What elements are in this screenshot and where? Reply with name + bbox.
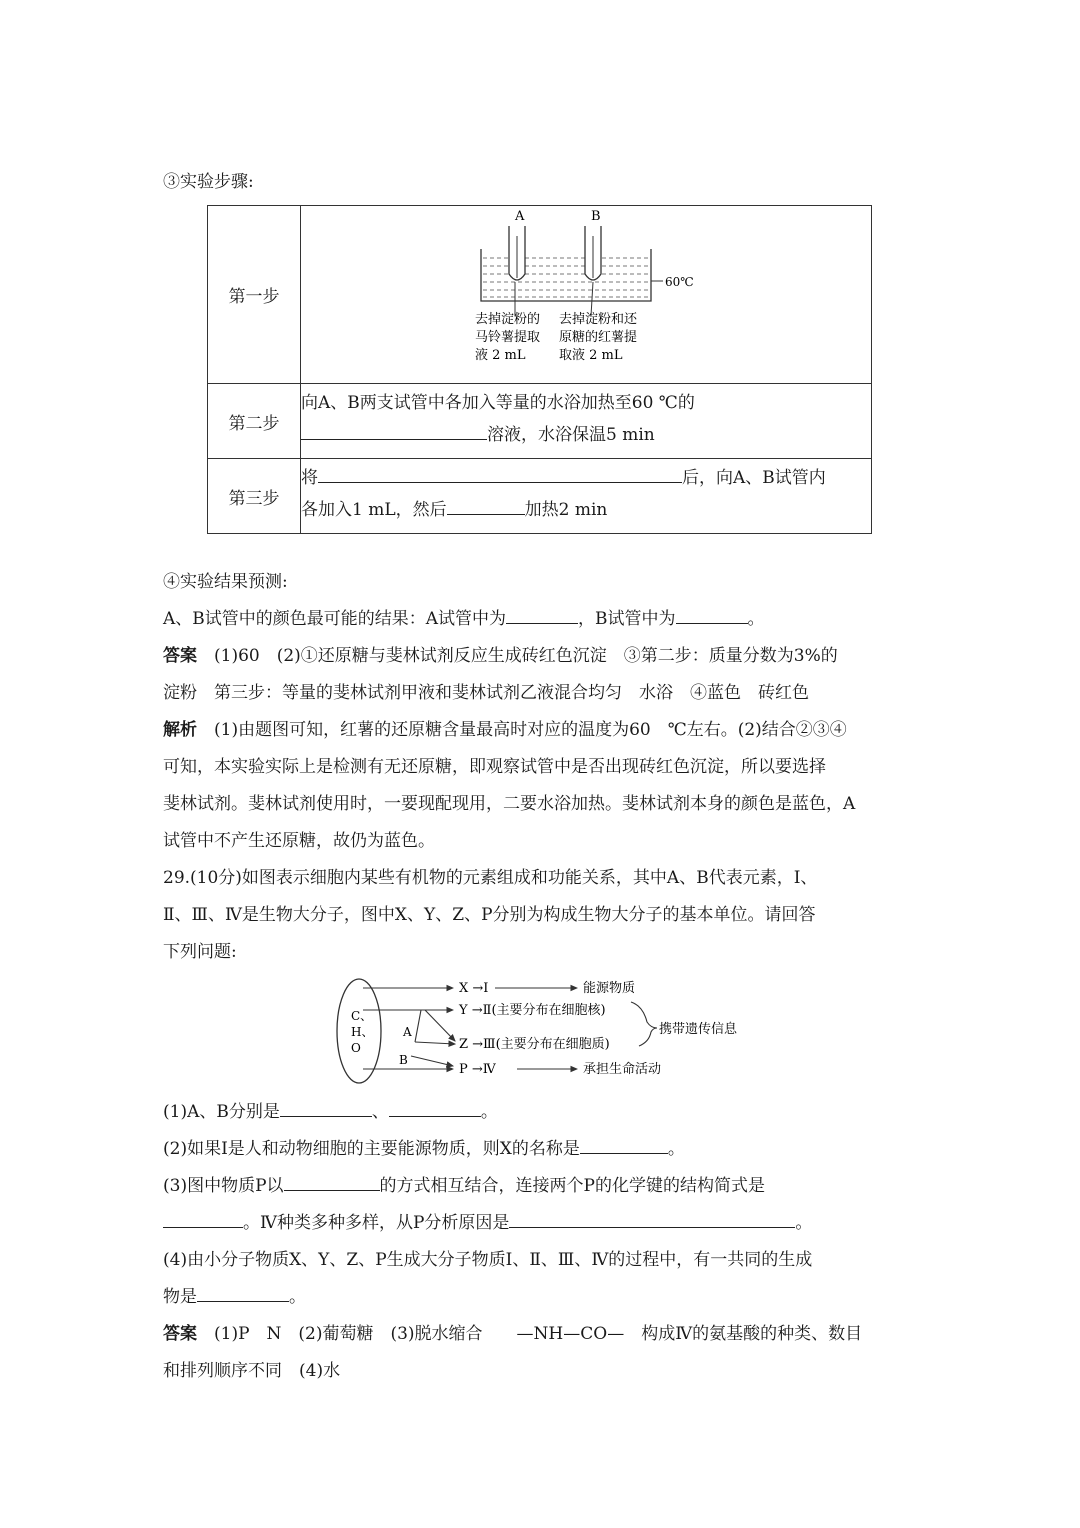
predict-head: A、B试管中的颜色最可能的结果：A试管中为 — [163, 609, 507, 629]
q3-l2-end: 。 — [795, 1213, 813, 1233]
label-b: B — [399, 1053, 408, 1067]
predict-blank-b[interactable] — [676, 607, 748, 624]
label-a: A — [403, 1025, 412, 1039]
q29-line1: 29.(10分)如图表示细胞内某些有机物的元素组成和功能关系，其中A、B代表元素，Ⅰ、 — [163, 868, 818, 888]
q1-head: (1)A、B分别是 — [163, 1102, 280, 1122]
q2-blank[interactable] — [580, 1137, 668, 1154]
q29-line3: 下列问题: — [163, 942, 237, 962]
section4-title: ④实验结果预测: — [163, 572, 288, 592]
q4-line2 — [163, 1285, 306, 1309]
row-y: Y →Ⅱ(主要分布在细胞核) — [459, 1003, 606, 1018]
step2-content — [301, 384, 872, 459]
step2-line1: 向A、B两支试管中各加入等量的水浴加热至60 ℃的 — [301, 393, 695, 413]
q1-blank-a[interactable] — [280, 1100, 372, 1117]
step2-blank[interactable] — [301, 423, 487, 440]
row-p: P →Ⅳ — [459, 1062, 496, 1077]
step3-blank2[interactable] — [447, 498, 525, 515]
predict-line — [163, 607, 765, 631]
answer1-line2: 淀粉 第三步：等量的斐林试剂甲液和斐林试剂乙液混合均匀 水浴 ④蓝色 砖红色 — [163, 683, 809, 703]
q29-line2: Ⅱ、Ⅲ、Ⅳ是生物大分子，图中X、Y、Z、P分别为构成生物大分子的基本单位。请回答 — [163, 905, 816, 925]
step3-line1-head: 将 — [301, 468, 318, 488]
organic-molecule-diagram — [335, 972, 755, 1090]
predict-mid: ，B试管中为 — [578, 609, 676, 629]
answer1-line1 — [163, 644, 838, 668]
step3-line2-tail: 加热2 min — [524, 500, 608, 520]
tube-b-caption-3: 取液 2 mL — [559, 348, 623, 363]
q3-line2 — [163, 1211, 812, 1235]
row-x: X →Ⅰ — [459, 981, 489, 996]
q3-line1 — [163, 1174, 765, 1198]
genetic-label: 携带遗传信息 — [659, 1022, 738, 1037]
q3-blank-a[interactable] — [284, 1174, 380, 1191]
step3-line2-head: 各加入1 mL，然后 — [301, 500, 447, 520]
q2-end: 。 — [667, 1139, 685, 1159]
section3-title: ③实验步骤: — [163, 172, 254, 192]
element-h: H、 — [351, 1025, 374, 1039]
temp-label: 60℃ — [665, 275, 694, 289]
q4-end2: 。 — [289, 1287, 306, 1307]
step3-blank1[interactable] — [318, 466, 682, 483]
tube-a-caption-3: 液 2 mL — [475, 348, 526, 363]
answer2-label: 答案 — [163, 1324, 197, 1344]
analysis-text1: (1)由题图可知，红薯的还原糖含量最高时对应的温度为60 ℃左右。(2)结合②③④ — [214, 720, 847, 740]
predict-end: 。 — [747, 609, 765, 629]
q4-line1: (4)由小分子物质X、Y、Z、P生成大分子物质Ⅰ、Ⅱ、Ⅲ、Ⅳ的过程中，有一共同的生成 — [163, 1250, 813, 1270]
step1-label: 第一步 — [208, 206, 301, 384]
q1-end: 。 — [480, 1102, 498, 1122]
analysis-line4: 试管中不产生还原糖，故仍为蓝色。 — [163, 831, 435, 851]
experiment-steps-table — [207, 205, 872, 534]
tube-b-label: B — [591, 209, 601, 224]
q3-blank-c[interactable] — [509, 1211, 795, 1228]
step2-line2-tail: 溶液，水浴保温5 min — [487, 425, 655, 445]
tube-b-caption-1: 去掉淀粉和还 — [559, 312, 638, 327]
q2-head: (2)如果Ⅰ是人和动物细胞的主要能源物质，则X的名称是 — [163, 1139, 580, 1159]
element-c: C、 — [351, 1009, 373, 1023]
step3-label: 第三步 — [208, 459, 301, 534]
water-bath-figure — [301, 206, 871, 378]
q3-head: (3)图中物质P以 — [163, 1176, 284, 1196]
row-z: Z →Ⅲ(主要分布在细胞质) — [459, 1037, 610, 1052]
q3-tail: 的方式相互结合，连接两个P的化学键的结构简式是 — [379, 1176, 765, 1196]
answer2-text1: (1)P N (2)葡萄糖 (3)脱水缩合 —NH—CO— 构成Ⅳ的氨基酸的种类、数目 — [214, 1324, 863, 1344]
q4-head2: 物是 — [163, 1287, 197, 1307]
tube-a-label: A — [515, 209, 525, 224]
analysis-line2: 可知，本实验实际上是检测有无还原糖，即观察试管中是否出现砖红色沉淀，所以要选择 — [163, 757, 826, 777]
energy-label: 能源物质 — [583, 981, 636, 996]
q4-blank[interactable] — [197, 1285, 289, 1302]
step3-line1-tail: 后，向A、B试管内 — [682, 468, 826, 488]
step3-content — [301, 459, 872, 534]
step2-label: 第二步 — [208, 384, 301, 459]
step1-figure-cell — [301, 206, 872, 384]
q1-mid: 、 — [371, 1102, 389, 1122]
q1-line — [163, 1100, 498, 1124]
q3-blank-b[interactable] — [163, 1211, 243, 1228]
tube-a-caption-1: 去掉淀粉的 — [475, 312, 541, 327]
q1-blank-b[interactable] — [389, 1100, 481, 1117]
element-o: O — [351, 1041, 361, 1055]
analysis-line1 — [163, 718, 847, 742]
answer2-line1 — [163, 1322, 862, 1346]
tube-b-caption-2: 原糖的红薯提 — [559, 330, 638, 345]
tube-a-caption-2: 马铃薯提取 — [475, 330, 541, 345]
predict-blank-a[interactable] — [506, 607, 578, 624]
analysis-label: 解析 — [163, 720, 197, 740]
answer1-text1: (1)60 (2)①还原糖与斐林试剂反应生成砖红色沉淀 ③第二步：质量分数为3%的 — [214, 646, 838, 666]
answer1-label: 答案 — [163, 646, 197, 666]
q2-line — [163, 1137, 685, 1161]
analysis-line3: 斐林试剂。斐林试剂使用时，一要现配现用，二要水浴加热。斐林试剂本身的颜色是蓝色，A — [163, 794, 856, 814]
life-label: 承担生命活动 — [583, 1062, 662, 1077]
q3-l2-mid: 。Ⅳ种类多种多样，从P分析原因是 — [243, 1213, 510, 1233]
answer2-line2: 和排列顺序不同 (4)水 — [163, 1361, 341, 1381]
water-lines — [483, 258, 649, 297]
